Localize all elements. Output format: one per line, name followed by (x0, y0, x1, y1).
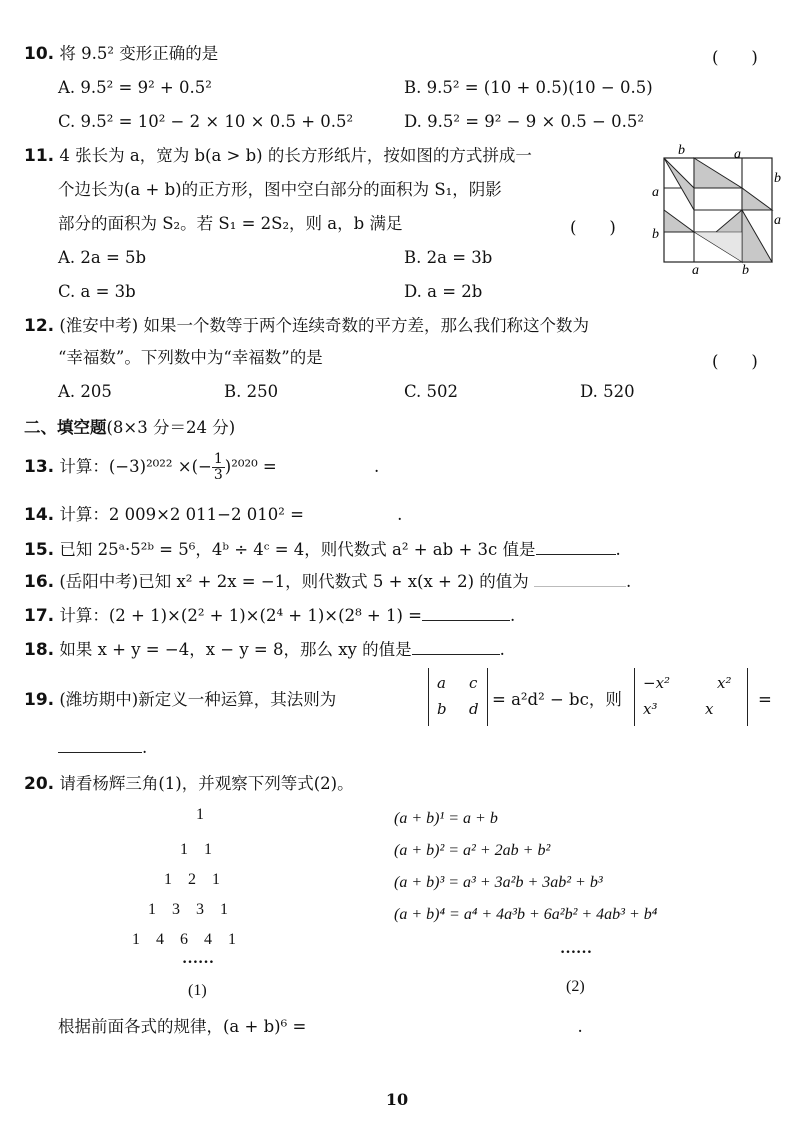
q14-text: 计算：2 009×2 011−2 010² = (59, 505, 304, 524)
equation-caption: (2) (566, 978, 585, 995)
q13-line (24, 452, 379, 483)
q20-stem-line (24, 772, 354, 796)
q11-square-figure (650, 140, 786, 276)
equation-3: (a + b)³ = a³ + 3a²b + 3ab² + b³ (394, 874, 603, 891)
q11-text-1: 4 张长为 a，宽为 b(a > b) 的长方形纸片，按如图的方式拼成一 (59, 146, 532, 165)
q13-number: 13. (24, 457, 55, 477)
q10-answer-paren[interactable]: ( ) (712, 48, 758, 67)
q11-line3: 部分的面积为 S₂。若 S₁ = 2S₂，则 a，b 满足 (58, 214, 403, 233)
equation-2: (a + b)² = a² + 2ab + b² (394, 842, 551, 859)
q19-answer-line (58, 734, 147, 760)
det2-bottom-left: x³ (643, 700, 658, 718)
q10-stem (24, 42, 218, 66)
fig-label-top-a: a (734, 147, 741, 162)
q19-number: 19. (24, 690, 55, 710)
q13-answer-blank[interactable] (282, 454, 374, 472)
q15-answer-blank[interactable] (536, 536, 616, 555)
q10-option-d[interactable]: D. 9.5² = 9² − 9 × 0.5 − 0.5² (404, 112, 644, 131)
section-2-heading (24, 414, 235, 438)
q16-line (24, 568, 631, 594)
q18-line (24, 636, 505, 662)
det1-b: b (437, 700, 447, 718)
q13-end: . (374, 457, 380, 476)
q19-determinant-definition (428, 668, 488, 726)
triangle-row-5: 1 4 6 4 1 (132, 931, 237, 948)
q12-text-1: 如果一个数等于两个连续奇数的平方差，那么我们称这个数为 (143, 316, 589, 335)
q11-answer-paren[interactable]: ( ) (570, 218, 616, 237)
q19-answer-blank[interactable] (58, 734, 142, 753)
q12-source: (淮安中考) (59, 316, 139, 335)
q20-end: . (577, 1017, 583, 1036)
q10-option-a[interactable]: A. 9.5² = 9² + 0.5² (58, 78, 212, 97)
triangle-caption: (1) (188, 982, 207, 999)
q16-text: 已知 x² + 2x = −1，则代数式 5 + x(x + 2) 的值为 (138, 572, 529, 591)
q16-answer-blank[interactable] (534, 568, 626, 587)
q18-end: . (499, 640, 505, 659)
q14-number: 14. (24, 505, 55, 525)
fig-label-left-a: a (652, 185, 659, 200)
q11-option-b[interactable]: B. 2a = 3b (404, 248, 493, 267)
q20-stem: 请看杨辉三角(1)，并观察下列等式(2)。 (59, 774, 354, 793)
q17-line (24, 602, 515, 628)
q12-option-a[interactable]: A. 205 (58, 382, 112, 401)
det1-c: c (469, 674, 478, 692)
equation-1: (a + b)¹ = a + b (394, 810, 498, 827)
q12-line2: “幸福数”。下列数中为“幸福数”的是 (58, 348, 323, 367)
q14-end: . (397, 505, 403, 524)
fig-label-right-b: b (774, 171, 781, 186)
triangle-row-2: 1 1 (180, 841, 213, 858)
fig-label-bottom-b: b (742, 263, 749, 276)
fig-label-bottom-a: a (692, 263, 699, 276)
q19-line (24, 688, 336, 712)
q16-number: 16. (24, 572, 55, 592)
triangle-ellipsis: …… (182, 950, 214, 967)
fig-label-left-b: b (652, 227, 659, 242)
q10-option-c[interactable]: C. 9.5² = 10² − 2 × 10 × 0.5 + 0.5² (58, 112, 354, 131)
q19-source: (潍坊期中) (59, 690, 139, 709)
q15-end: . (615, 540, 621, 559)
q11-option-a[interactable]: A. 2a = 5b (58, 248, 147, 267)
q16-source: (岳阳中考) (59, 572, 139, 591)
det2-top-left: −x² (643, 674, 671, 692)
q12-option-b[interactable]: B. 250 (224, 382, 279, 401)
q12-line1 (24, 314, 589, 338)
section-2-title: 二、填空题 (24, 418, 107, 437)
q13-frac-top: 1 (213, 451, 223, 467)
section-2-score: (8×3 分＝24 分) (106, 418, 236, 437)
q14-answer-blank[interactable] (309, 502, 397, 520)
q19-equals: = (758, 690, 772, 709)
q11-line1 (24, 144, 532, 168)
q20-answer-blank[interactable] (312, 1014, 578, 1032)
q12-option-c[interactable]: C. 502 (404, 382, 459, 401)
triangle-row-3: 1 2 1 (164, 871, 221, 888)
det2-bottom-right: x (705, 700, 714, 718)
q19-text-mid: = a²d² − bc，则 (492, 690, 622, 709)
q15-text: 已知 25ᵃ·5²ᵇ = 5⁶，4ᵇ ÷ 4ᶜ = 4，则代数式 a² + ab + 3c 值是 (59, 540, 536, 559)
q19-determinant-question (634, 668, 748, 726)
q20-ask-line (58, 1014, 583, 1039)
q15-line (24, 536, 621, 562)
q17-text: 计算：(2 + 1)×(2² + 1)×(2⁴ + 1)×(2⁸ + 1) = (59, 606, 423, 625)
q13-text-pre: 计算：(−3)²⁰²² ×(− (59, 457, 212, 476)
q11-option-c[interactable]: C. a = 3b (58, 282, 136, 301)
q12-number: 12. (24, 316, 55, 336)
page-number: 10 (385, 1090, 409, 1109)
q13-fraction (212, 452, 225, 483)
q14-line (24, 502, 402, 527)
det1-d: d (469, 700, 479, 718)
q20-ask: 根据前面各式的规律，(a + b)⁶ = (58, 1017, 307, 1036)
q17-end: . (510, 606, 516, 625)
q13-frac-bottom: 3 (213, 467, 223, 483)
q13-text-post: )²⁰²⁰ = (224, 457, 277, 476)
q17-number: 17. (24, 606, 55, 626)
q10-option-b[interactable]: B. 9.5² = (10 + 0.5)(10 − 0.5) (404, 78, 653, 97)
q15-number: 15. (24, 540, 55, 560)
q19-text-pre: 新定义一种运算，其法则为 (138, 690, 337, 709)
equation-ellipsis: …… (560, 940, 592, 957)
q12-answer-paren[interactable]: ( ) (712, 352, 758, 371)
fig-label-top-b: b (678, 143, 685, 158)
q19-end: . (142, 738, 148, 757)
q10-number: 10. (24, 44, 55, 64)
q10-text: 将 9.5² 变形正确的是 (59, 44, 219, 63)
q16-end: . (626, 572, 632, 591)
triangle-row-4: 1 3 3 1 (148, 901, 229, 918)
q11-option-d[interactable]: D. a = 2b (404, 282, 483, 301)
q12-option-d[interactable]: D. 520 (580, 382, 635, 401)
q17-answer-blank[interactable] (422, 602, 510, 621)
q11-number: 11. (24, 146, 55, 166)
det1-a: a (437, 674, 446, 692)
q20-number: 20. (24, 774, 55, 794)
q18-answer-blank[interactable] (412, 636, 500, 655)
equation-4: (a + b)⁴ = a⁴ + 4a³b + 6a²b² + 4ab³ + b⁴ (394, 906, 658, 923)
fig-label-right-a: a (774, 213, 781, 228)
q11-line2: 个边长为(a + b)的正方形，图中空白部分的面积为 S₁，阴影 (58, 180, 502, 199)
det2-top-right: x² (717, 674, 732, 692)
q18-text: 如果 x + y = −4，x − y = 8，那么 xy 的值是 (59, 640, 412, 659)
q18-number: 18. (24, 640, 55, 660)
triangle-row-1: 1 (196, 806, 204, 823)
